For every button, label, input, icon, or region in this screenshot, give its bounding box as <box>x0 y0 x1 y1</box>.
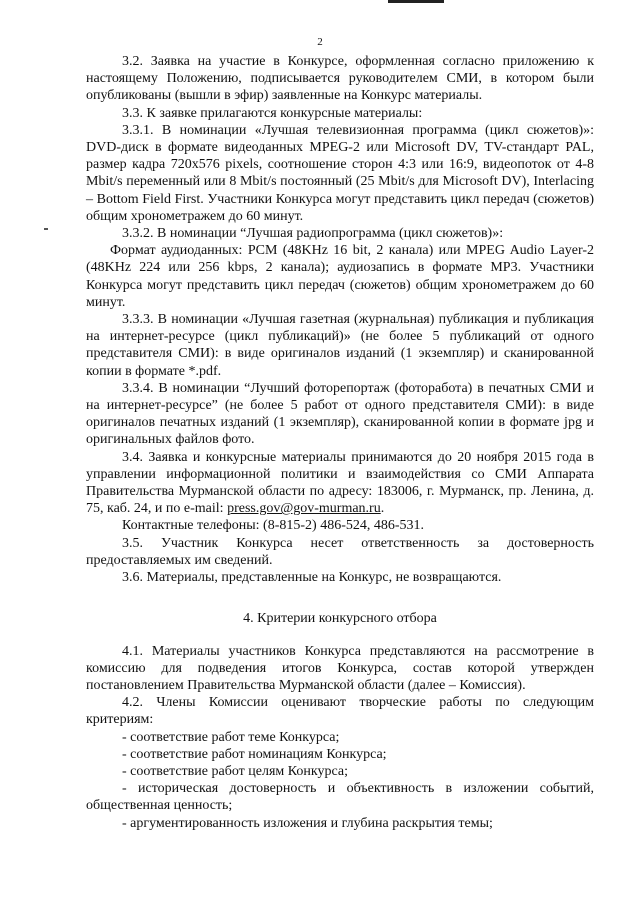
email-link[interactable]: press.gov@gov-murman.ru <box>227 501 381 517</box>
criteria-item: - соответствие работ теме Конкурса; <box>122 729 340 745</box>
document-body <box>86 53 594 832</box>
paragraph-3-4 <box>86 449 594 518</box>
paragraph-3-2: 3.2. Заявка на участие в Конкурсе, оформленная согласно приложению к настоящему Положению, подписывается руководителем СМИ, в котором были опубликованы (вышли в эфир) заявленные на Конкурс материалы. <box>86 54 594 104</box>
paragraph-3-3-3: 3.3.3. В номинации «Лучшая газетная (журнальная) публикация и публикация на интернет-ресурсе (цикл публикаций)» (не более 5 публикаций от одного представителя СМИ): в виде оригиналов изданий (1 экземпляр) и сканированной копии в формате *.pdf. <box>86 312 594 379</box>
paragraph-3-3: 3.3. К заявке прилагаются конкурсные материалы: <box>122 105 423 121</box>
top-edge-mark <box>388 0 444 3</box>
paragraph-3-4-text: 3.4. Заявка и конкурсные материалы принимаются до 20 ноября 2015 года в управлении информационной политики и взаимодействия со СМИ Аппарата Правительства Мурманской области по адресу: 183006, г. Мурманск, пр. Ленина, д. 75, каб. 24, и по e-mail: <box>86 449 594 517</box>
section-heading: 4. Критерии конкурсного отбора <box>243 611 437 627</box>
criteria-item: - аргументированность изложения и глубина раскрытия темы; <box>122 815 493 831</box>
paragraph-4-1: 4.1. Материалы участников Конкурса представляются на рассмотрение в комиссию для подведения итогов Конкурса, состав которой утвержден постановлением Правительства Мурманской области (далее – Комиссия). <box>86 643 594 693</box>
paragraph-3-5: 3.5. Участник Конкурса несет ответственность за достоверность предоставляемых им сведений. <box>86 535 594 568</box>
criteria-item: - соответствие работ целям Конкурса; <box>122 763 348 779</box>
criteria-item: - историческая достоверность и объективность в изложении событий, общественная ценность; <box>86 781 594 814</box>
paragraph-phones: Контактные телефоны: (8-815-2) 486-524, 486-531. <box>122 518 425 534</box>
paragraph-3-3-1: 3.3.1. В номинации «Лучшая телевизионная программа (цикл сюжетов)»: DVD-диск в формате видеоданных MPEG-2 или Microsoft DV, TV-стандарт PAL, размер кадра 720x576 pixels, соотношение сторон 4:3 или 16:9, видеопоток от 4-8 Mbit/s переменный или 8 Mbit/s постоянный (25 Mbit/s для Microsoft DV), Interlacing – Bottom Field First. Участники Конкурса могут представить цикл передач (сюжетов) общим хронометражем до 60 минут. <box>86 122 594 224</box>
paragraph-3-6: 3.6. Материалы, представленные на Конкурс, не возвращаются. <box>122 570 502 586</box>
page-number: 2 <box>317 36 323 48</box>
margin-mark <box>44 228 48 230</box>
paragraph-3-3-4: 3.3.4. В номинации “Лучший фоторепортаж (фоторабота) в печатных СМИ и на интернет-ресурсе” (не более 5 работ от одного представителя СМИ): в виде оригиналов печатных изданий (1 экземпляр), сканированной копии в формате jpg и оригинальных файлов фото. <box>86 380 594 448</box>
paragraph-3-3-2-format: Формат аудиоданных: PCM (48KHz 16 bit, 2 канала) или MPEG Audio Layer-2 (48KHz 224 или 256 kbps, 2 канала); аудиозапись в формате MP3. Участники Конкурса могут представить цикл передач (сюжетов) общим хронометражем до 60 минут. <box>86 243 594 310</box>
email-suffix: . <box>380 501 385 517</box>
paragraph-4-2: 4.2. Члены Комиссии оценивают творческие работы по следующим критериям: <box>86 695 594 728</box>
criteria-item: - соответствие работ номинациям Конкурса; <box>122 746 387 762</box>
paragraph-3-3-2: 3.3.2. В номинации “Лучшая радиопрограмма (цикл сюжетов)»: <box>122 226 504 242</box>
